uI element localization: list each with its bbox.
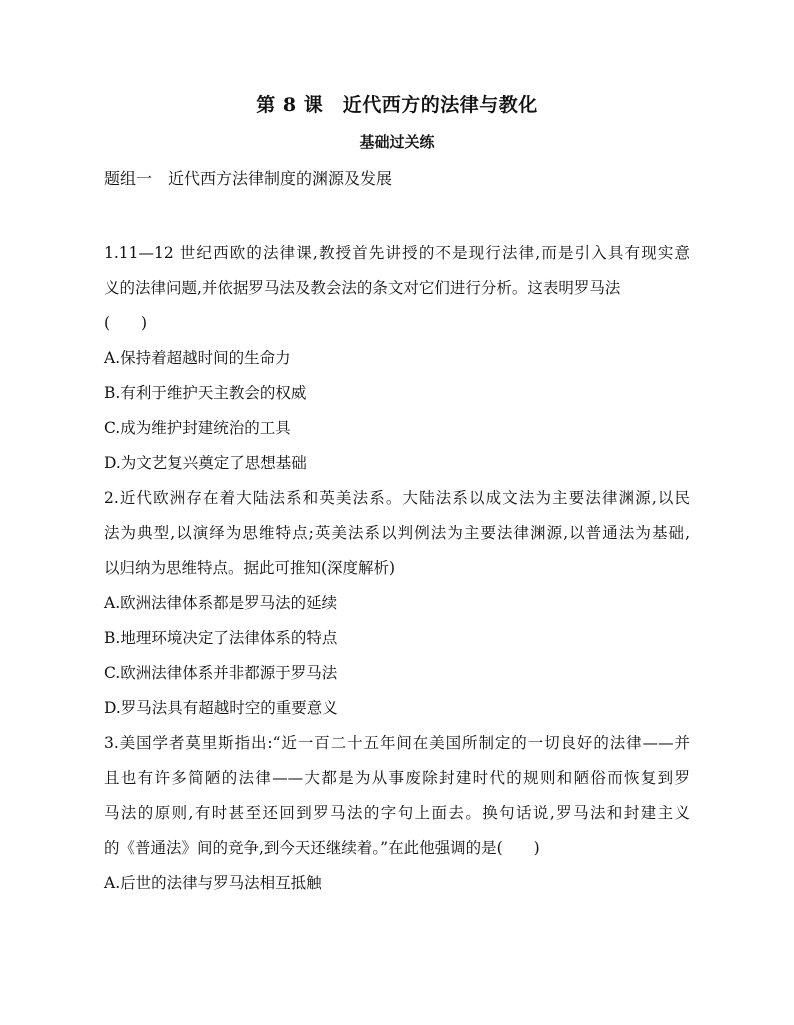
question-list: [104, 236, 690, 901]
question-1-answer-blank: ( ): [104, 314, 148, 332]
question-1: [104, 236, 690, 481]
question-3: [104, 726, 690, 901]
question-2: [104, 481, 690, 726]
question-2-option-d: D.罗马法具有超越时空的重要意义: [104, 699, 338, 717]
question-1-stem-line: 义的法律问题,并依据罗马法及教会法的条文对它们进行分析。这表明罗马法: [104, 279, 621, 297]
group-heading: 题组一 近代西方法律制度的渊源及发展: [104, 169, 393, 188]
question-1-option-b: B.有利于维护天主教会的权威: [104, 384, 307, 402]
question-3-stem-line: 3.美国学者莫里斯指出:“近一百二十五年间在美国所制定的一切良好的法律——并: [104, 734, 690, 752]
question-3-option-a: A.后世的法律与罗马法相互抵触: [104, 874, 322, 892]
question-2-option-c: C.欧洲法律体系并非都源于罗马法: [104, 664, 338, 682]
question-2-stem-line: 法为典型,以演绎为思维特点;英美法系以判例法为主要法律渊源,以普通法为基础,: [104, 524, 690, 542]
question-2-stem-line: 以归纳为思维特点。据此可推知(深度解析): [104, 559, 396, 577]
section-subtitle: 基础过关练: [359, 133, 435, 151]
question-2-option-a: A.欧洲法律体系都是罗马法的延续: [104, 594, 338, 612]
question-2-option-b: B.地理环境决定了法律体系的特点: [104, 629, 338, 647]
question-1-stem-line: 1.11—12 世纪西欧的法律课,教授首先讲授的不是现行法律,而是引入具有现实意: [104, 244, 690, 262]
question-1-option-a: A.保持着超越时间的生命力: [104, 349, 291, 367]
question-3-stem-line: 且也有许多简陋的法律——大都是为从事废除封建时代的规则和陋俗而恢复到罗: [104, 769, 690, 787]
question-1-option-c: C.成为维护封建统治的工具: [104, 419, 291, 437]
question-3-stem-line: 马法的原则,有时甚至还回到罗马法的字句上面去。换句话说,罗马法和封建主义: [104, 804, 690, 822]
question-2-stem-line: 2.近代欧洲存在着大陆法系和英美法系。大陆法系以成文法为主要法律渊源,以民: [104, 489, 690, 507]
question-3-stem-line: 的《普通法》间的竞争,到今天还继续着。”在此他强调的是( ): [104, 839, 540, 857]
lesson-title: 第 8 课 近代西方的法律与教化: [256, 94, 538, 116]
question-1-option-d: D.为文艺复兴奠定了思想基础: [104, 454, 307, 472]
